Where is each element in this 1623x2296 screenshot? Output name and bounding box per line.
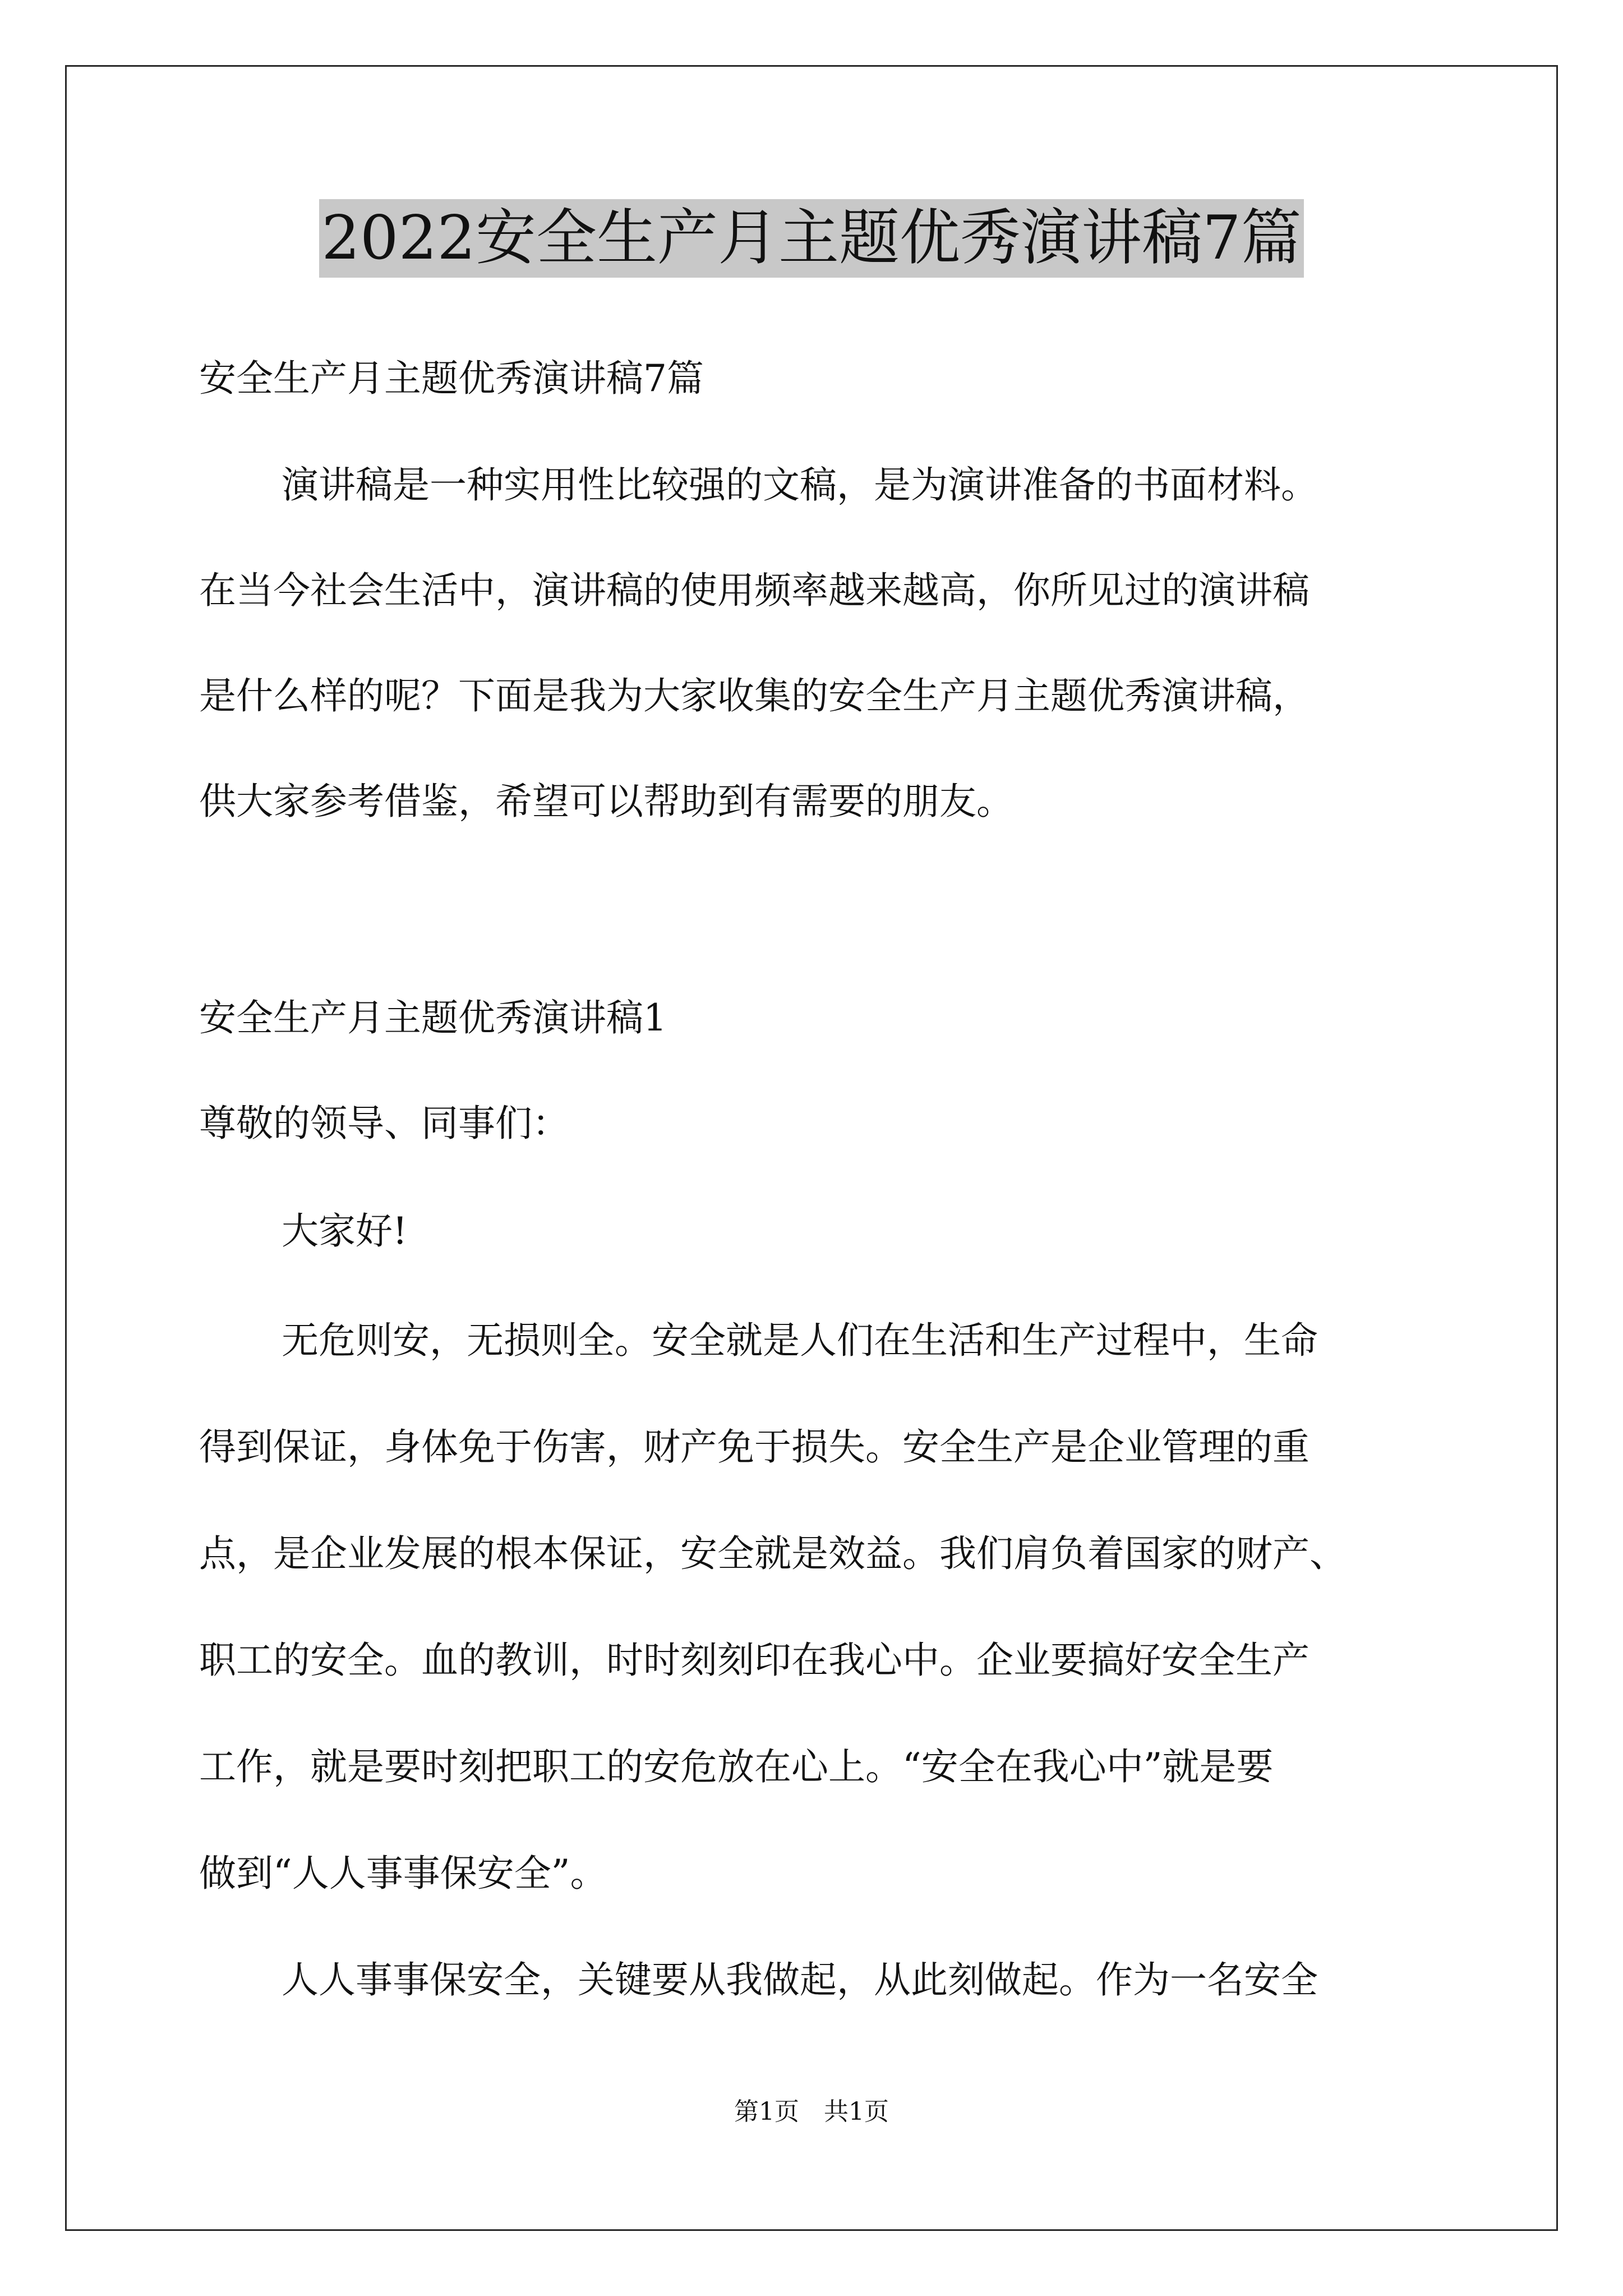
salutation: 尊敬的领导、同事们： [199, 1102, 569, 1145]
body-line-5: 工作，就是要时刻把职工的安危放在心上。“安全在我心中”就是要 [199, 1745, 1274, 1788]
section-heading-1: 安全生产月主题优秀演讲稿1 [199, 996, 667, 1039]
intro-line-2: 在当今社会生活中，演讲稿的使用频率越来越高，你所见过的演讲稿 [199, 569, 1310, 612]
intro-line-1: 演讲稿是一种实用性比较强的文稿，是为演讲准备的书面材料。 [282, 463, 1318, 507]
document-title: 2022安全生产月主题优秀演讲稿7篇 [319, 199, 1304, 278]
body-line-7: 人人事事保安全，关键要从我做起，从此刻做起。作为一名安全 [282, 1958, 1318, 2001]
title-container [0, 199, 1623, 278]
greeting: 大家好! [282, 1209, 408, 1253]
intro-line-3: 是什么样的呢？下面是我为大家收集的安全生产月主题优秀演讲稿， [199, 674, 1310, 717]
page-footer: 第1页 共1页 [734, 2097, 889, 2126]
body-line-2: 得到保证，身体免于伤害，财产免于损失。安全生产是企业管理的重 [199, 1425, 1310, 1469]
body-line-6: 做到“人人事事保安全”。 [199, 1852, 607, 1895]
intro-line-4: 供大家参考借鉴，希望可以帮助到有需要的朋友。 [199, 780, 1013, 823]
document-subtitle: 安全生产月主题优秀演讲稿7篇 [199, 357, 704, 400]
body-line-4: 职工的安全。血的教训，时时刻刻印在我心中。企业要搞好安全生产 [199, 1639, 1310, 1682]
body-line-1: 无危则安，无损则全。安全就是人们在生活和生产过程中，生命 [282, 1319, 1318, 1362]
body-line-3: 点，是企业发展的根本保证，安全就是效益。我们肩负着国家的财产、 [199, 1532, 1347, 1575]
